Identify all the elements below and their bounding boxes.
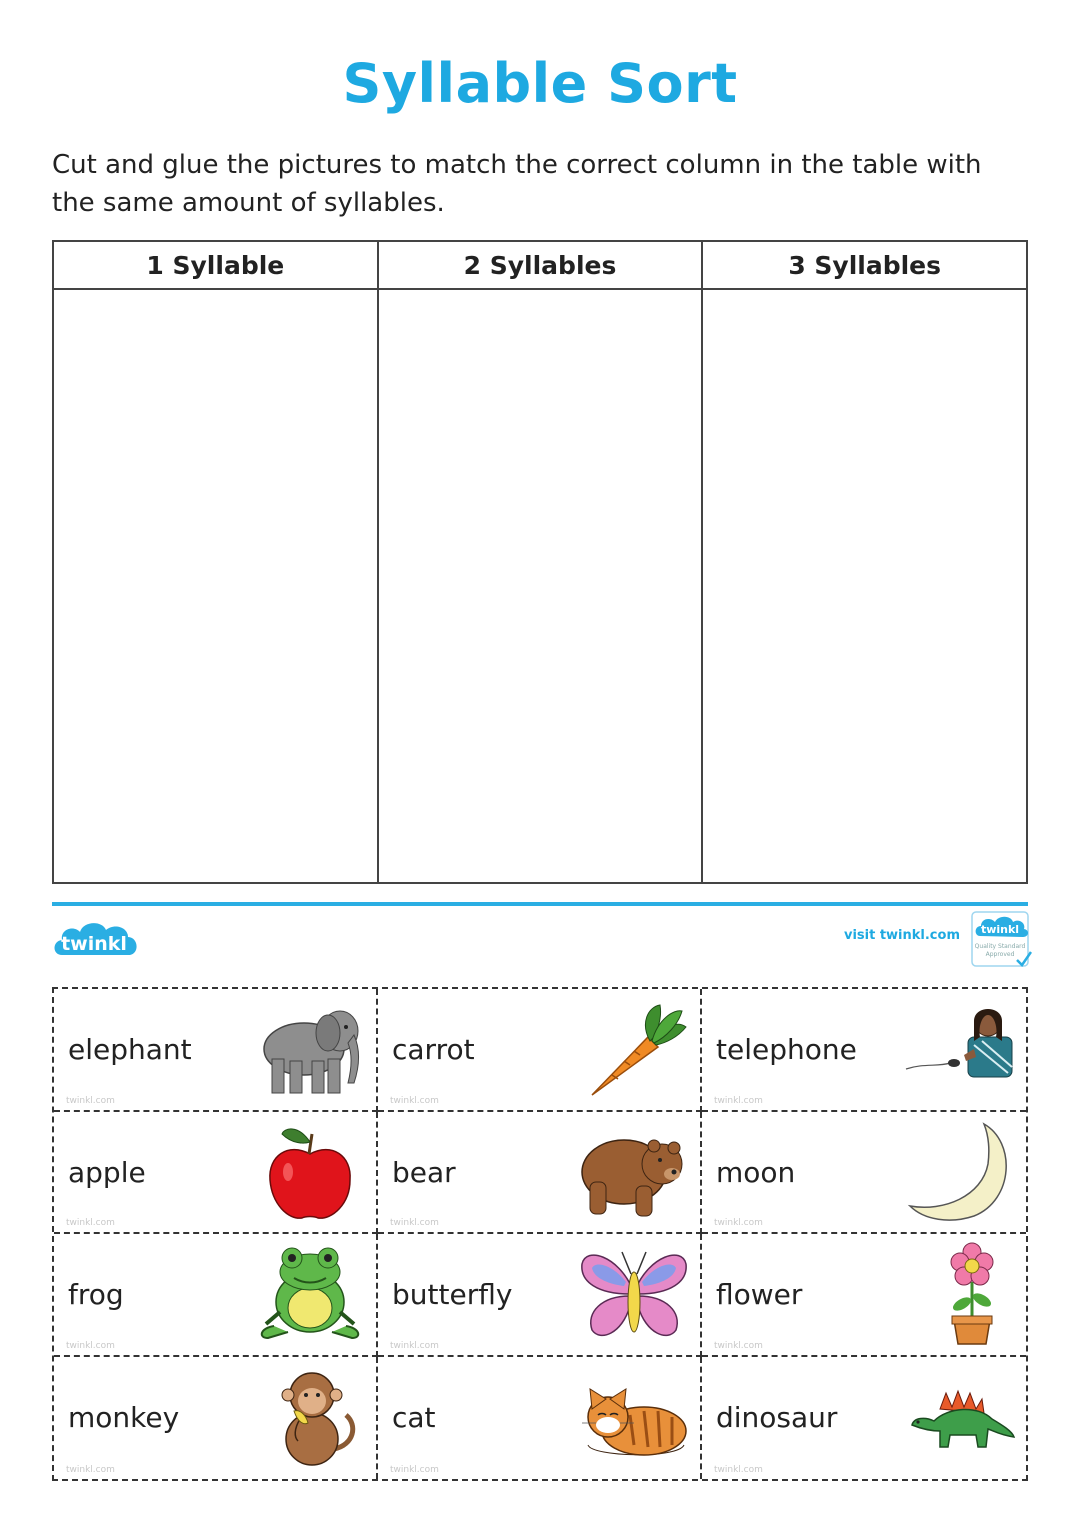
- card-elephant[interactable]: [54, 989, 378, 1112]
- column-header: 3 Syllables: [703, 242, 1026, 290]
- watermark: twinkl.com: [66, 1465, 115, 1475]
- svg-text:Quality Standard: Quality Standard: [974, 943, 1026, 950]
- instructions: Cut and glue the pictures to match the correct column in the table with the same amount of syllables.: [52, 150, 982, 218]
- svg-text:Approved: Approved: [985, 951, 1015, 958]
- drop-area[interactable]: [379, 290, 702, 882]
- card-word: bear: [392, 1155, 456, 1189]
- card-word: dinosaur: [716, 1400, 838, 1434]
- column-3-syllables: [703, 242, 1026, 882]
- card-word: frog: [68, 1278, 124, 1311]
- divider: [52, 902, 1028, 906]
- card-word: telephone: [716, 1033, 857, 1066]
- moon-icon: [904, 1120, 1016, 1224]
- card-dinosaur[interactable]: [702, 1357, 1026, 1480]
- watermark: twinkl.com: [390, 1465, 439, 1475]
- syllable-table: [52, 240, 1028, 884]
- card-monkey[interactable]: [54, 1357, 378, 1480]
- dinosaur-icon: [904, 1365, 1016, 1469]
- column-1-syllable: [54, 242, 379, 882]
- watermark: twinkl.com: [714, 1340, 763, 1351]
- flower-icon: [904, 1242, 1016, 1346]
- frog-icon: [254, 1242, 366, 1346]
- watermark: twinkl.com: [66, 1340, 115, 1351]
- card-word: butterfly: [392, 1278, 513, 1311]
- card-frog[interactable]: [54, 1234, 378, 1357]
- card-moon[interactable]: [702, 1112, 1026, 1235]
- card-cat[interactable]: [378, 1357, 702, 1480]
- svg-text:twinkl: twinkl: [980, 923, 1020, 936]
- column-header: 1 Syllable: [54, 242, 377, 290]
- twinkl-logo-icon: [50, 915, 140, 969]
- telephone-icon: [904, 997, 1016, 1101]
- watermark: twinkl.com: [390, 1218, 439, 1228]
- card-butterfly[interactable]: [378, 1234, 702, 1357]
- quality-badge-icon: [970, 910, 1032, 970]
- column-header: 2 Syllables: [379, 242, 702, 290]
- card-word: moon: [716, 1155, 796, 1189]
- column-2-syllables: [379, 242, 704, 882]
- drop-area[interactable]: [54, 290, 377, 882]
- card-word: monkey: [68, 1400, 180, 1434]
- drop-area[interactable]: [703, 290, 1026, 882]
- watermark: twinkl.com: [66, 1218, 115, 1228]
- card-word: carrot: [392, 1033, 475, 1066]
- watermark: twinkl.com: [390, 1095, 439, 1106]
- card-word: elephant: [68, 1033, 192, 1066]
- svg-text:twinkl: twinkl: [61, 933, 127, 955]
- visit-link[interactable]: visit twinkl.com: [843, 928, 960, 943]
- page-title: Syllable Sort: [342, 52, 738, 115]
- card-word: apple: [68, 1155, 146, 1189]
- butterfly-icon: [578, 1242, 690, 1346]
- card-word: flower: [716, 1278, 803, 1311]
- watermark: twinkl.com: [714, 1095, 763, 1106]
- card-bear[interactable]: [378, 1112, 702, 1235]
- card-apple[interactable]: [54, 1112, 378, 1235]
- cat-icon: [578, 1365, 690, 1469]
- carrot-icon: [578, 997, 690, 1101]
- watermark: twinkl.com: [714, 1465, 763, 1475]
- card-carrot[interactable]: [378, 989, 702, 1112]
- apple-icon: [254, 1120, 366, 1224]
- card-word: cat: [392, 1400, 436, 1434]
- watermark: twinkl.com: [390, 1340, 439, 1351]
- watermark: twinkl.com: [66, 1095, 115, 1106]
- elephant-icon: [254, 997, 366, 1101]
- picture-cards: [52, 987, 1028, 1481]
- card-flower[interactable]: [702, 1234, 1026, 1357]
- monkey-icon: [254, 1365, 366, 1469]
- bear-icon: [578, 1120, 690, 1224]
- card-telephone[interactable]: [702, 989, 1026, 1112]
- watermark: twinkl.com: [714, 1218, 763, 1228]
